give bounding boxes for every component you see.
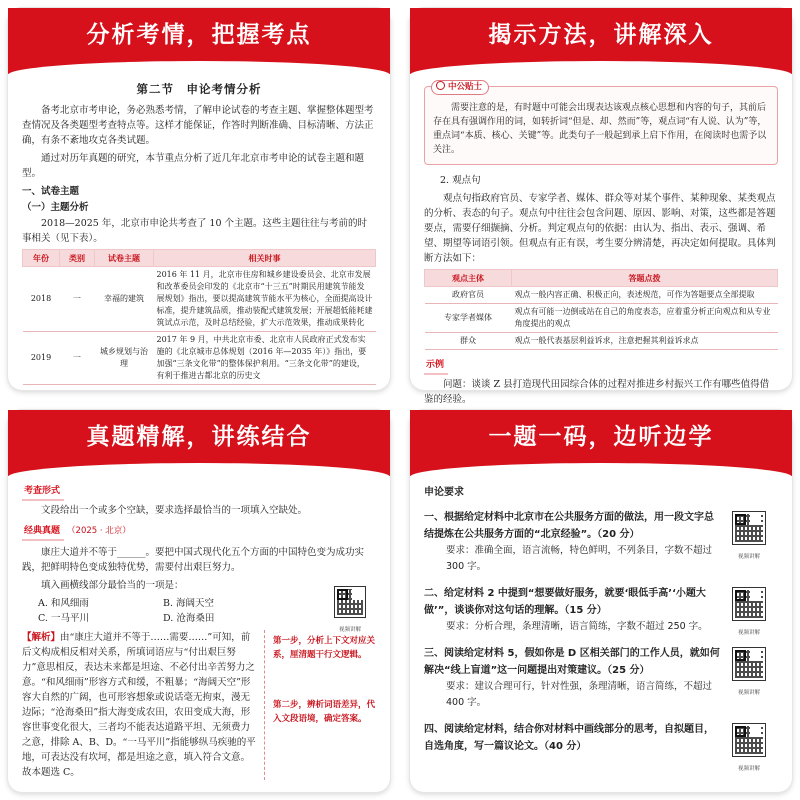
panel-real-questions (8, 410, 390, 792)
task-heading: 四、阅读给定材料，结合你对材料中画线部分的思考，自拟题目，自选角度，写一篇议论文。（40 分） (424, 724, 714, 752)
example-text: 问题：谈谈 Z 县打造现代田园综合体的过程对推进乡村振兴工作有哪些值得借鉴的经验。 (424, 379, 770, 405)
table-row (23, 267, 376, 332)
qr-block[interactable] (728, 587, 770, 641)
panel-body (410, 476, 792, 792)
col-theme: 试卷主题 (95, 250, 154, 267)
viewpoint-paragraph: 观点句指政府官员、专家学者、媒体、群众等对某个事件、某种现象、某类观点的分析、表态的句子。观点句中往往会包含问题、原因、影响、对策，这些都是答题要点，需要仔细撷摘、分析。判定观点句的依据：由认为、指出、表示、强调、希望、期望等词语引领。但观点有正有误，考生要分辨清楚，再决定如何提取。具体判断方法如下： (424, 193, 776, 264)
task-heading: 二、给定材料 2 中提到“想要做好服务，就要‘眼低手高’‘小题大做’”，谈谈你对这句话的理解。（15 分） (424, 588, 706, 616)
qr-code-icon[interactable] (732, 511, 766, 545)
option-d[interactable]: D. 沧海桑田 (163, 613, 215, 624)
qr-code-icon[interactable] (732, 647, 766, 681)
tip-box (424, 82, 778, 165)
lead-paragraph: 2018—2025 年，北京市申论共考查了 10 个主题。这些主题往往与考前的时事相关（见下表）。 (22, 218, 368, 244)
section-title: 申论要求 (424, 487, 464, 498)
task-item (424, 645, 778, 711)
banner (8, 8, 390, 74)
cell-subject: 政府官员 (425, 287, 512, 304)
theme-table (22, 249, 376, 385)
qr-caption: 视频讲解 (338, 627, 361, 633)
step-2: 第二步，辨析词语差异，代入文段语境，确定答案。 (273, 700, 376, 724)
analysis-text: 由“康庄大道并不等于……需要……”可知，前后文构成相反相对关系，所填词语应与“付出艰巨努力”意思相反，表达未来都是坦途、不必付出辛苦努力之意。“和风细雨”形容方式和缓，不粗暴；“海阔天空”形容大自然的广阔，也可形容想象或说话毫无拘束，漫无边际；“沧海桑田”指大海变成农田，农田变成大海，形容世事变化很大，三者均不能表达道路平坦、无须费力之意，排除 A、B、D。“一马平川”指能够纵马疾驰的平地，可表达没有坎坷，都是坦途之意，填入符合文意。故本题选 C。 (22, 632, 256, 778)
banner (410, 410, 792, 476)
cell-category: 一 (60, 332, 95, 385)
table-row (425, 333, 778, 350)
qr-block[interactable] (728, 647, 770, 701)
analysis (22, 630, 258, 780)
analysis-label: 【解析】 (22, 632, 61, 643)
table-row (23, 332, 376, 385)
cell-event: 2016 年 11 月，北京市住房和城乡建设委员会、北京市发展和改革委员会印发的《北京市“十三五”时期民用建筑节能发展规划》指出，要以提高建筑节能水平为核心，全面提高设计标准，提升建筑品质，推动装配式建筑发展；开展超低能耗建筑试点示范，及时总结经验，扩大示范效果，推动成果转化 (154, 267, 376, 332)
banner (410, 8, 792, 74)
form-label: 考查形式 (22, 484, 64, 501)
panel-method (410, 8, 792, 405)
qr-code-icon[interactable] (334, 586, 366, 618)
cell-theme: 城乡规划与治理 (95, 332, 154, 385)
qr-block[interactable] (728, 723, 770, 777)
task-requirement: 要求：分析合理，条理清晰，语言简练，字数不超过 250 字。 (446, 621, 708, 632)
task-item (424, 585, 778, 635)
cell-year: 2019 (23, 332, 60, 385)
option-b[interactable]: B. 海阔天空 (163, 598, 215, 609)
task-item (424, 721, 778, 772)
intro-paragraph: 备考北京市考申论，务必熟悉考情，了解申论试卷的考查主题、掌握整体题型考查情况及各类题型考查特点等。这样才能保证，作答时判断准确、目标清晰、方法正确，有条不紊地攻克各类试题。 (22, 105, 374, 146)
qr-block[interactable] (328, 586, 372, 638)
section-title: 第二节 申论考情分析 (136, 82, 262, 96)
qr-code-icon[interactable] (732, 723, 766, 757)
viewpoint-table (424, 269, 778, 350)
panel-qr-learning (410, 410, 792, 792)
options (22, 596, 288, 626)
classic-label: 经典真题 (22, 524, 64, 541)
task-heading: 一、根据给定材料中北京市在公共服务方面的做法，用一段文字总结提炼在公共服务方面的“北京经验”。（20 分） (424, 512, 714, 540)
classic-year: （2025 · 北京） (67, 526, 131, 536)
option-a[interactable]: A. 和风细雨 (38, 598, 89, 609)
tip-label-text: 中公贴士 (448, 82, 483, 92)
col-tip: 答题点拨 (512, 270, 778, 287)
qr-caption: 视频讲解 (737, 766, 760, 772)
tip-icon (436, 81, 445, 90)
qr-code-icon[interactable] (732, 587, 766, 621)
option-c[interactable]: C. 一马平川 (38, 613, 89, 624)
cell-subject: 群众 (425, 333, 512, 350)
banner-title: 真题精解，讲练结合 (86, 424, 312, 450)
question-text: 康庄大道并不等于______。要把中国式现代化五个方面的中国特色变为成功实践，把鲜明特色变成独特优势，需要付出艰巨努力。 (22, 547, 365, 573)
intro-paragraph-2: 通过对历年真题的研究，本节重点分析了近几年北京市考申论的试卷主题和题型。 (22, 153, 365, 179)
example-label: 示例 (424, 358, 448, 375)
cell-event: 2017 年 9 月，中共北京市委、北京市人民政府正式发布实施的《北京城市总体规划（2016 年—2035 年）》指出，要加强“三条文化带”的整体保护利用。“三条文化带”的建设，有利于推进古都北京的历史文 (154, 332, 376, 385)
col-event: 相关时事 (154, 250, 376, 267)
task-requirement: 要求：建议合理可行，针对性强，条理清晰，语言简练，不超过 400 字。 (446, 681, 713, 708)
tip-text: 需要注意的是，有时题中可能会出现表达该观点核心思想和内容的句子，其前后存在具有强调作用的词，如转折词“但是、却、然而”等，观点词“有人说、认为”等，重点词“本质、核心、关键”等。此类句子一般起到承上启下作用，在阅读时也需予以关注。 (433, 103, 767, 155)
heading-2: （一）主题分析 (22, 202, 89, 213)
cell-theme: 幸福的建筑 (95, 267, 154, 332)
banner (8, 410, 390, 476)
banner-title: 分析考情，把握考点 (86, 22, 312, 48)
item-heading: 2. 观点句 (440, 175, 481, 186)
cell-category: 一 (60, 267, 95, 332)
task-heading: 三、阅读给定材料 5，假如你是 D 区相关部门的工作人员，就如何解决“线上盲道”这一问题提出对策建议。（25 分） (424, 648, 720, 676)
task-item (424, 509, 778, 575)
panel-body (410, 74, 792, 405)
cell-tip: 观点一般代表基层利益诉求，注意把握其利益诉求点 (512, 333, 778, 350)
qr-caption: 视频讲解 (737, 630, 760, 636)
step-1: 第一步，分析上下文对应关系，厘清题干行文逻辑。 (273, 636, 376, 660)
panel-body (8, 74, 390, 390)
banner-title: 揭示方法，讲解深入 (488, 22, 714, 48)
col-subject: 观点主体 (425, 270, 512, 287)
col-category: 类别 (60, 250, 95, 267)
qr-caption: 视频讲解 (737, 554, 760, 560)
qr-block[interactable] (728, 511, 770, 565)
heading-1: 一、试卷主题 (22, 186, 80, 197)
cell-tip: 观点一般内容正确、积极正向，表述规范，可作为答题要点全部提取 (512, 287, 778, 304)
cell-year: 2018 (23, 267, 60, 332)
panel-body (8, 476, 390, 792)
task-requirement: 要求：准确全面，语言流畅，特色鲜明，不列条目，字数不超过 300 字。 (446, 545, 713, 572)
table-row (425, 304, 778, 333)
cell-tip: 观点有可能一边倒或站在自己的角度表态，应着重分析正向观点和从专业角度提出的观点 (512, 304, 778, 333)
banner-title: 一题一码，边听边学 (488, 424, 714, 450)
panel-exam-analysis (8, 8, 390, 390)
table-row (425, 287, 778, 304)
cell-subject: 专家学者媒体 (425, 304, 512, 333)
question-prompt: 填入画横线部分最恰当的一项是： (41, 580, 184, 591)
col-year: 年份 (23, 250, 60, 267)
form-text: 文段给出一个或多个空缺，要求选择最恰当的一项填入空缺处。 (41, 505, 308, 516)
tip-label (431, 80, 489, 95)
qr-caption: 视频讲解 (737, 690, 760, 696)
